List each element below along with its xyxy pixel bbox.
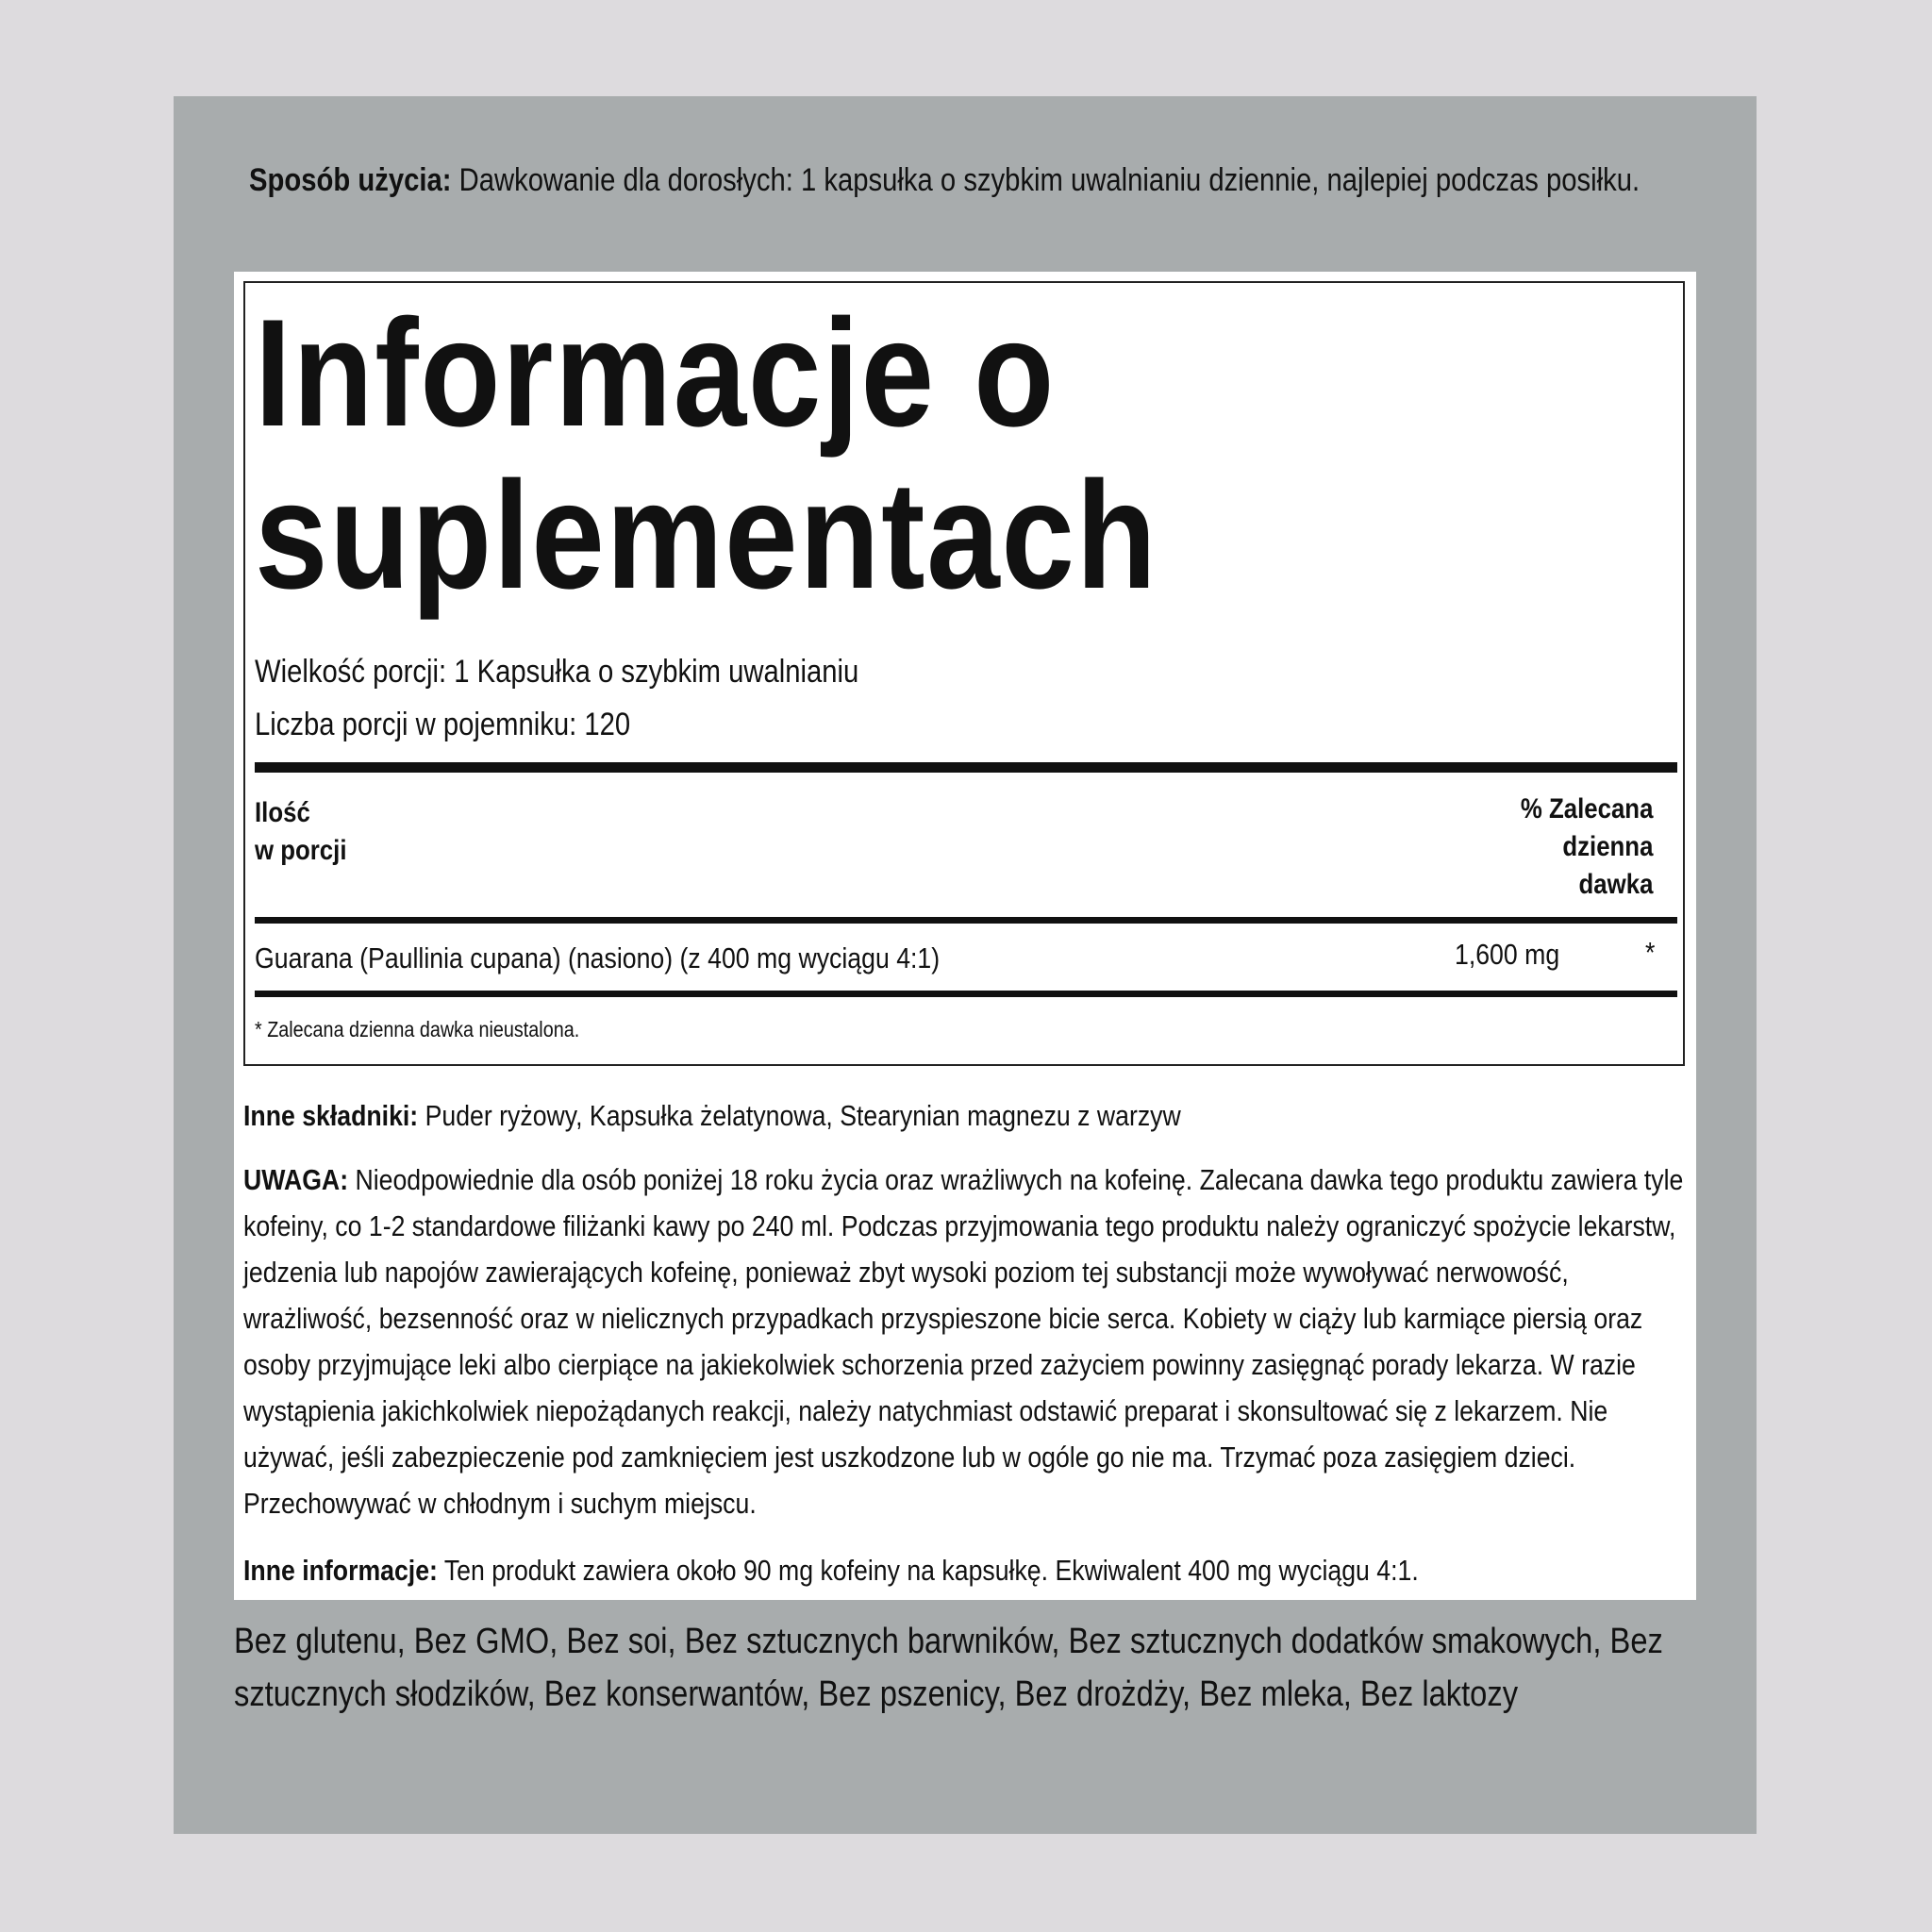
directions-label: Sposób użycia: [249,162,452,198]
other-ingredients-label: Inne składniki: [243,1099,419,1132]
medium-divider [255,917,1677,924]
dv-header-line3: dawka [1578,869,1653,900]
directions-body: Dawkowanie dla dorosłych: 1 kapsułka o szybkim uwalnianiu dziennie, najlepiej podczas posiłku. [451,162,1641,198]
facts-title [255,288,1309,621]
other-ingredients-text: Puder ryżowy, Kapsułka żelatynowa, Stearynian magnezu z warzyw [418,1099,1181,1132]
thick-divider [255,762,1677,773]
dv-header-line1: % Zalecana [1520,793,1653,824]
warning-label: UWAGA: [243,1163,349,1196]
ingredient-amount: 1,600 mg [1455,938,1560,971]
dv-footnote: * Zalecana dzienna dawka nieustalona. [255,1017,580,1041]
dv-header-line2: dzienna [1561,831,1653,862]
other-info-label: Inne informacje: [243,1554,438,1587]
other-info-text: Ten produkt zawiera około 90 mg kofeiny na kapsułkę. Ekwiwalent 400 mg wyciągu 4:1. [437,1554,1419,1587]
amount-header-line1: Ilość [255,797,310,828]
other-ingredients [243,1092,1695,1139]
ingredient-name: Guarana (Paullinia cupana) (nasiono) (z 400 mg wyciągu 4:1) [255,941,941,974]
other-info [243,1547,1695,1593]
free-from-list: Bez glutenu, Bez GMO, Bez soi, Bez sztucznych barwników, Bez sztucznych dodatków smakowych, Bez sztucznych słodzików, Bez konserwantów, Bez pszenicy, Bez drożdży, Bez mleka, Bez laktozy [234,1622,1663,1714]
bottom-divider [255,991,1677,997]
amount-header-line2: w porcji [255,835,347,866]
warning-text: Nieodpowiednie dla osób poniżej 18 roku życia oraz wrażliwych na kofeinę. Zalecana dawka tego produktu zawiera tyle kofeiny, co 1-2 standardowe filiżanki kawy po 240 ml. Podczas przyjmowania tego produktu należy ograniczyć spożycie lekarstw, jedzenia lub napojów zawierających kofeinę, ponieważ zbyt wysoki poziom tej substancji może wywoływać nerwowość, wrażliwość, bezsenność oraz w nielicznych przypadkach przyspieszone bicie serca. Kobiety w ciąży lub karmiące piersią oraz osoby przyjmujące leki albo cierpiące na jakiekolwiek schorzenia przed zażyciem powinny zasięgnąć porady lekarza. W razie wystąpienia jakichkolwiek niepożądanych reakcji, należy natychmiast odstawić preparat i skonsultować się z lekarzem. Nie używać, jeśli zabezpieczenie pod zamknięciem jest uszkodzone lub w ogóle go nie ma. Trzymać poza zasięgiem dzieci. Przechowywać w chłodnym i suchym miejscu. [243,1163,1684,1520]
facts-title-line2: suplementach [255,450,1158,621]
directions-text [249,158,1701,202]
ingredient-dv: * [1645,936,1656,969]
facts-title-line1: Informacje o [255,288,1057,458]
amount-header [255,794,346,870]
serving-size: Wielkość porcji: 1 Kapsułka o szybkim uwalnianiu [255,654,859,690]
daily-value-header [1520,791,1653,904]
servings-per-container: Liczba porcji w pojemniku: 120 [255,707,631,742]
supplement-facts-box [243,281,1685,1066]
warning [243,1157,1695,1526]
